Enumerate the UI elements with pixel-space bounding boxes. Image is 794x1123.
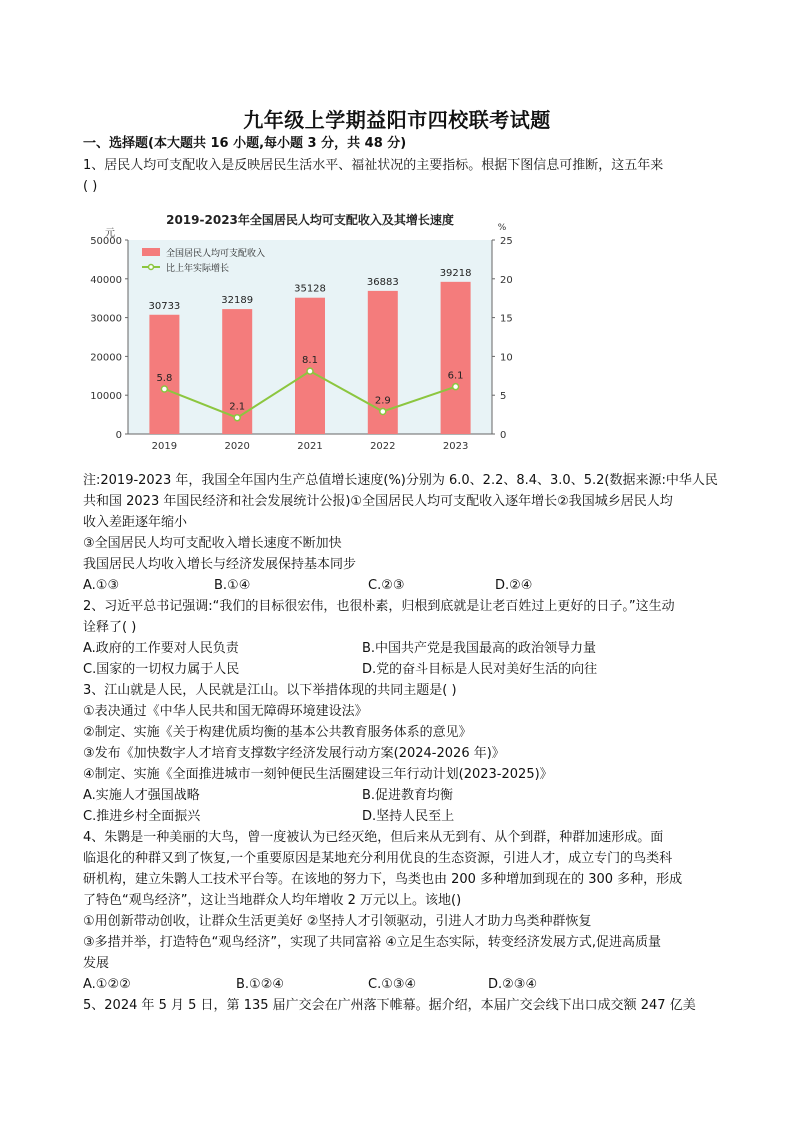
q4-option-d: D.②③④: [488, 977, 538, 992]
income-chart-svg: [84, 204, 524, 464]
legend-bar-label: 全国居民人均可支配收入: [166, 249, 266, 259]
legend-line-marker: [149, 265, 154, 270]
q1-stem-line-2: ( ): [83, 179, 98, 194]
q4-item-line-2: ③多措并举，打造特色“观鸟经济”，实现了共同富裕 ④立足生态实际，转变经济发展方式,促进高质量: [83, 935, 662, 950]
growth-value-label: 5.8: [156, 372, 173, 384]
q4-item-line-3: 发展: [83, 956, 110, 971]
x-tick-label: 2020: [224, 441, 250, 452]
chart-title: 2019-2023年全国居民人均可支配收入及其增长速度: [166, 213, 454, 227]
q2-option-b: B.中国共产党是我国最高的政治领导力量: [362, 641, 597, 656]
left-tick-label: 50000: [90, 236, 122, 247]
left-tick-label: 10000: [90, 391, 122, 403]
growth-point: [307, 368, 313, 374]
q4-stem-line-4: 了特色“观鸟经济”，这让当地群众人均年增收 2 万元以上。该地(): [83, 893, 462, 908]
left-tick-label: 0: [115, 430, 122, 441]
q1-stem-line-1: 1、居民人均可支配收入是反映居民生活水平、福祉状况的主要指标。根据下图信息可推断，这五年来: [83, 158, 664, 173]
q1-note-line-3: 收入差距逐年缩小: [83, 515, 188, 530]
bar-value-label: 30733: [148, 300, 181, 312]
q4-option-a: A.①②②: [83, 977, 131, 992]
q3-item-4: ④制定、实施《全面推进城市一刻钟便民生活圈建设三年行动计划(2023-2025)》: [83, 767, 553, 782]
bar-value-label: 36883: [366, 276, 399, 288]
q4-option-b: B.①②④: [236, 977, 285, 992]
bar-value-label: 35128: [294, 283, 326, 295]
right-axis-unit: %: [497, 223, 507, 233]
growth-point: [234, 415, 240, 421]
right-tick-label: 25: [500, 236, 513, 247]
q2-stem-line-2: 诠释了( ): [83, 620, 137, 635]
q1-note-line-1: 注:2019-2023 年，我国全年国内生产总值增长速度(%)分别为 6.0、2.2、8.4、3.0、5.2(数据来源:中华人民: [83, 473, 718, 488]
q1-option-d: D.②④: [495, 578, 533, 593]
right-tick-label: 10: [500, 352, 513, 364]
q4-stem-line-1: 4、朱鹮是一种美丽的大鸟，曾一度被认为已经灭绝，但后来从无到有、从个到群，种群加速形成。面: [83, 830, 664, 845]
q3-item-1: ①表决通过《中华人民共和国无障碍环境建设法》: [83, 704, 368, 719]
q2-stem-line-1: 2、习近平总书记强调:“我们的目标很宏伟，也很朴素，归根到底就是让老百姓过上更好的日子。”这生动: [83, 599, 675, 614]
q4-item-line-1: ①用创新带动创收，让群众生活更美好 ②坚持人才引领驱动，引进人才助力鸟类种群恢复: [83, 914, 592, 929]
right-tick-label: 20: [500, 274, 513, 286]
left-tick-label: 30000: [90, 313, 122, 325]
q3-item-2: ②制定、实施《关于构建优质均衡的基本公共教育服务体系的意见》: [83, 725, 472, 740]
q5-stem-line-1: 5、2024 年 5 月 5 日，第 135 届广交会在广州落下帷幕。据介绍，本届广交会线下出口成交额 247 亿美: [83, 998, 696, 1013]
left-axis-unit: 元: [105, 228, 115, 239]
growth-point: [453, 384, 459, 390]
income-bar: [441, 282, 471, 434]
q3-option-b: B.促进教育均衡: [362, 788, 454, 803]
left-tick-label: 40000: [90, 274, 122, 286]
bar-value-label: 32189: [221, 295, 254, 307]
x-tick-label: 2019: [151, 441, 178, 452]
q4-stem-line-3: 研机构，建立朱鹮人工技术平台等。在该地的努力下，鸟类也由 200 多种增加到现在的 300 多种，形成: [83, 872, 683, 887]
legend-bar-swatch: [142, 248, 160, 256]
q3-option-c: C.推进乡村全面振兴: [83, 809, 201, 824]
left-tick-label: 20000: [90, 352, 122, 364]
growth-value-label: 8.1: [302, 355, 318, 367]
right-tick-label: 15: [500, 313, 513, 325]
bar-value-label: 39218: [439, 267, 472, 279]
legend-line-label: 比上年实际增长: [166, 264, 230, 274]
q3-item-3: ③发布《加快数字人才培育支撑数字经济发展行动方案(2024-2026 年)》: [83, 746, 505, 761]
x-tick-label: 2021: [297, 441, 323, 452]
q3-option-a: A.实施人才强国战略: [83, 788, 200, 803]
q1-note-line-2: 共和国 2023 年国民经济和社会发展统计公报)①全国居民人均可支配收入逐年增长②我国城乡居民人均: [83, 494, 673, 509]
q1-note-line-4: ③全国居民人均可支配收入增长速度不断加快: [83, 536, 342, 551]
q3-option-d: D.坚持人民至上: [362, 809, 455, 824]
x-tick-label: 2023: [442, 441, 469, 452]
page-title: 九年级上学期益阳市四校联考试题: [243, 108, 551, 132]
q4-stem-line-2: 临退化的种群又到了恢复,一个重要原因是某地充分利用优良的生态资源，引进人才，成立专门的鸟类科: [83, 851, 673, 866]
right-tick-label: 5: [500, 391, 507, 403]
q1-option-c: C.②③: [368, 578, 405, 593]
growth-point: [380, 408, 386, 414]
growth-value-label: 2.9: [374, 395, 391, 407]
growth-point: [161, 386, 167, 392]
q4-option-c: C.①③④: [368, 977, 417, 992]
section-heading: 一、选择题(本大题共 16 小题,每小题 3 分，共 48 分): [83, 136, 407, 151]
q2-option-d: D.党的奋斗目标是人民对美好生活的向往: [362, 662, 598, 677]
q2-option-a: A.政府的工作要对人民负责: [83, 641, 239, 656]
q3-stem: 3、江山就是人民，人民就是江山。以下举措体现的共同主题是( ): [83, 683, 457, 698]
growth-value-label: 2.1: [229, 401, 246, 413]
q1-note-line-5: 我国居民人均收入增长与经济发展保持基本同步: [83, 557, 357, 572]
growth-value-label: 6.1: [447, 370, 464, 382]
q1-option-b: B.①④: [214, 578, 251, 593]
income-chart: [84, 204, 524, 464]
right-tick-label: 0: [500, 430, 507, 441]
x-tick-label: 2022: [370, 441, 396, 452]
q2-option-c: C.国家的一切权力属于人民: [83, 662, 240, 677]
q1-option-a: A.①③: [83, 578, 120, 593]
